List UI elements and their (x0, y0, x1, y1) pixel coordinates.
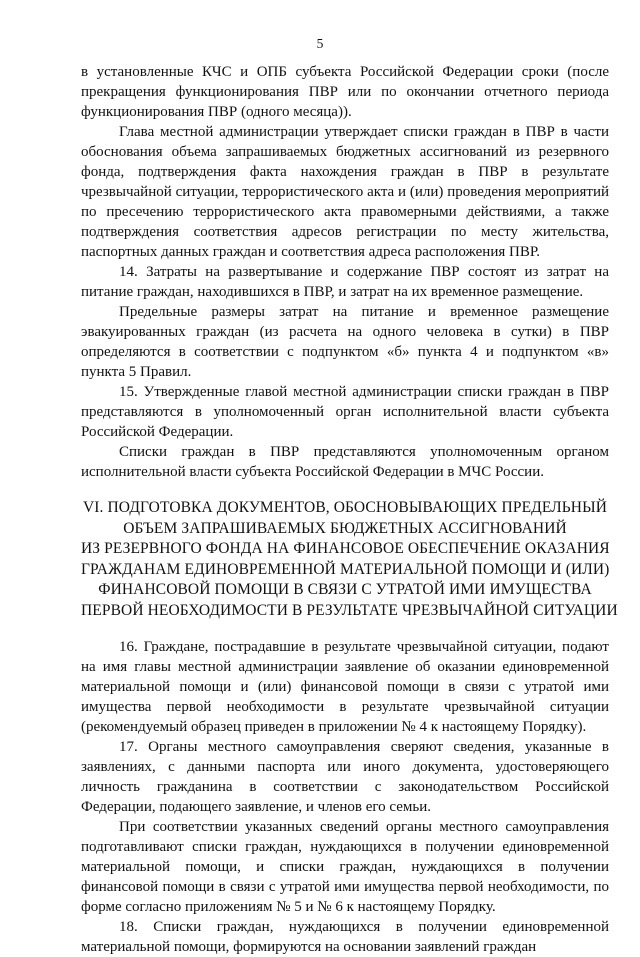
paragraph: Предельные размеры затрат на питание и временное размещение эвакуированных граждан (из расчета на одного человека в сутки) в ПВР определяются в соответствии с подпунктом «б» пункта 4 и подпунктом «в» пункта 5 Правил. (81, 304, 609, 380)
paragraph: При соответствии указанных сведений органы местного самоуправления подготавливают списки граждан, нуждающихся в получении единовременной материальной помощи, и списки граждан, нуждающихся в получении финансовой помощи в связи с утратой ими имущества первой необходимости, по форме согласно приложениям № 5 и № 6 к настоящему Порядку. (81, 819, 609, 915)
section-heading-line: ФИНАНСОВОЙ ПОМОЩИ В СВЯЗИ С УТРАТОЙ ИМИ ИМУЩЕСТВА (98, 581, 592, 598)
paragraph: Глава местной администрации утверждает списки граждан в ПВР в части обоснования объема запрашиваемых бюджетных ассигнований из резервного фонда, подтверждения факта нахождения граждан в ПВР в результате чрезвычайной ситуации, террористического акта и (или) проведения мероприятий по пресечению террористического акта правомерными действиями, а также подтверждения соответствия адресов регистрации по месту жительства, паспортных данных граждан и соответствия адреса расположения ПВР. (81, 124, 609, 260)
paragraph-item-16: 16. Граждане, пострадавшие в результате чрезвычайной ситуации, подают на имя главы местной администрации заявление об оказании единовременной материальной помощи и (или) финансовой помощи в связи с утратой ими имущества первой необходимости в результате чрезвычайной ситуации (рекомендуемый образец приведен в приложении № 4 к настоящему Порядку). (81, 639, 609, 735)
section-heading-line: ОБЪЕМ ЗАПРАШИВАЕМЫХ БЮДЖЕТНЫХ АССИГНОВАНИЙ (123, 519, 567, 537)
paragraph: в установленные КЧС и ОПБ субъекта Российской Федерации сроки (после прекращения функционирования ПВР или по окончании отчетного периода функционирования ПВР (одного месяца)). (81, 64, 609, 120)
section-heading-line: ПЕРВОЙ НЕОБХОДИМОСТИ В РЕЗУЛЬТАТЕ ЧРЕЗВЫЧАЙНОЙ СИТУАЦИИ (81, 601, 618, 619)
page-number: 5 (316, 36, 324, 51)
section-heading-line: ГРАЖДАНАМ ЕДИНОВРЕМЕННОЙ МАТЕРИАЛЬНОЙ ПОМОЩИ И (ИЛИ) (81, 560, 610, 578)
section-heading (81, 498, 618, 621)
paragraph-item-18: 18. Списки граждан, нуждающихся в получении единовременной материальной помощи, формируются на основании заявлений граждан (81, 919, 609, 955)
paragraph-item-17: 17. Органы местного самоуправления сверяют сведения, указанные в заявлениях, с данными паспорта или иного документа, удостоверяющего личность гражданина в соответствии с законодательством Российской Федерации, подающего заявление, и членов его семьи. (81, 739, 609, 815)
section-heading-line: VI. ПОДГОТОВКА ДОКУМЕНТОВ, ОБОСНОВЫВАЮЩИХ ПРЕДЕЛЬНЫЙ (83, 499, 607, 516)
section-heading-line: ИЗ РЕЗЕРВНОГО ФОНДА НА ФИНАНСОВОЕ ОБЕСПЕЧЕНИЕ ОКАЗАНИЯ (81, 540, 610, 557)
paragraph: Списки граждан в ПВР представляются уполномоченным органом исполнительной власти субъекта Российской Федерации в МЧС России. (81, 444, 609, 480)
paragraph-item-15: 15. Утвержденные главой местной администрации списки граждан в ПВР представляются в уполномоченный орган исполнительной власти субъекта Российской Федерации. (81, 384, 609, 440)
page-content (81, 62, 618, 957)
paragraph-item-14: 14. Затраты на развертывание и содержание ПВР состоят из затрат на питание граждан, находившихся в ПВР, и затрат на их временное размещение. (81, 264, 609, 300)
